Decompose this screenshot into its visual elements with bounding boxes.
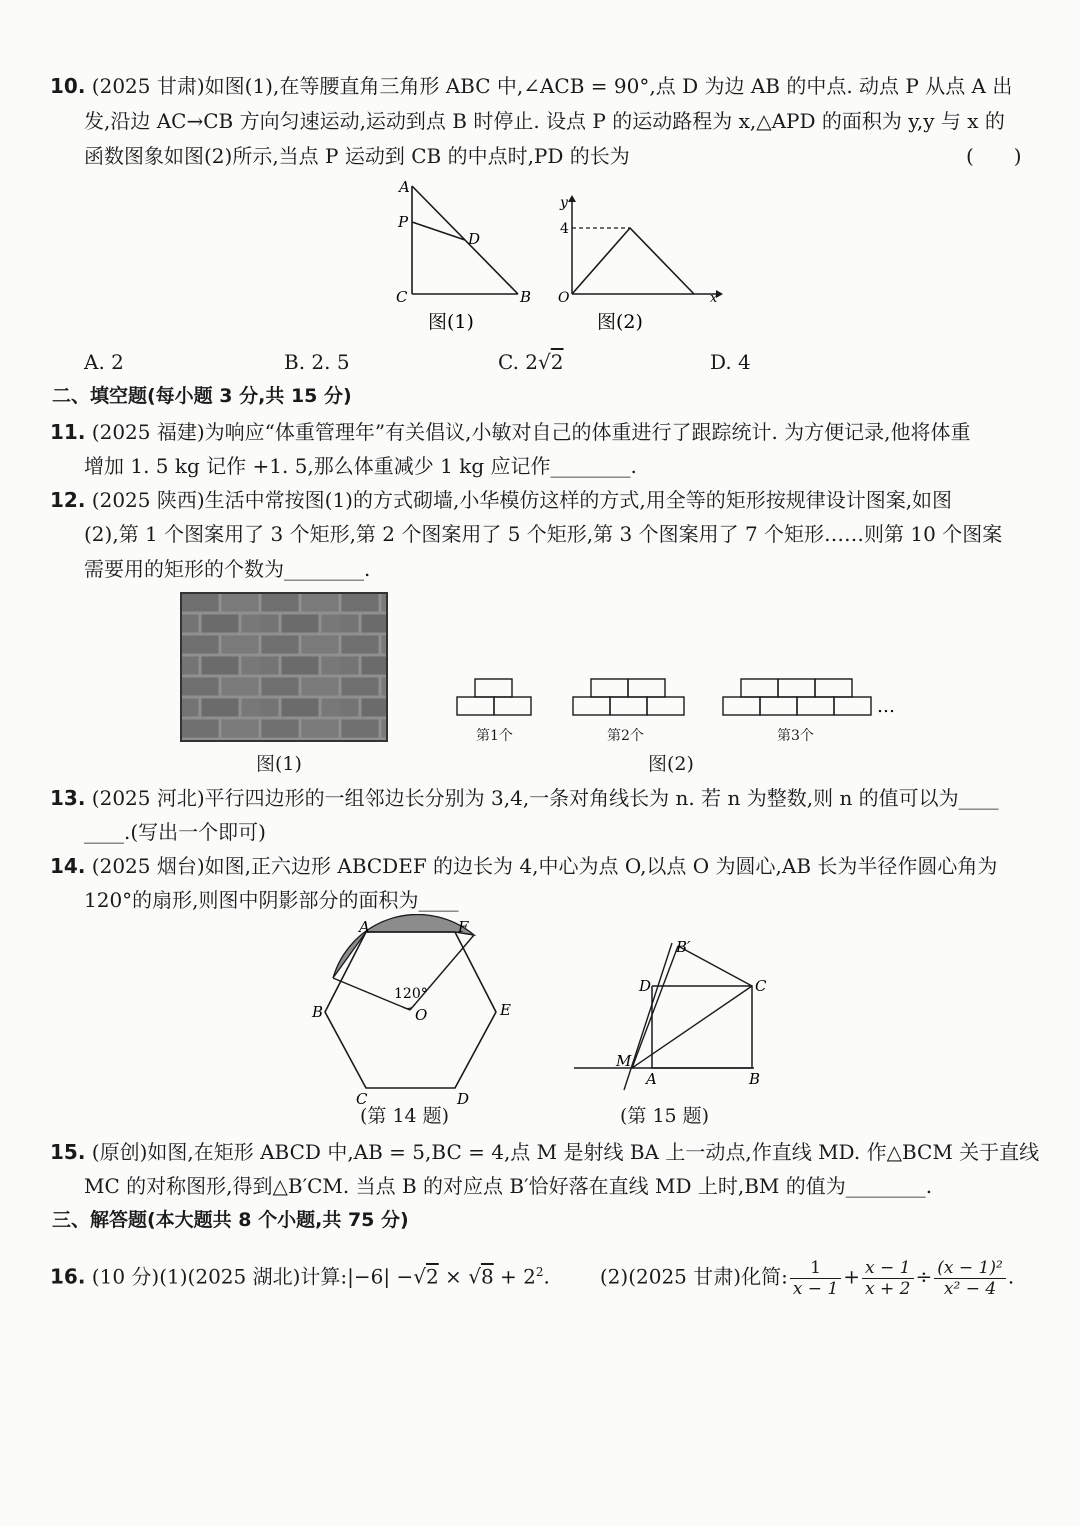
q16-plus-power: + 2	[493, 1264, 536, 1289]
fig1-label-c: C	[396, 288, 408, 306]
q10-option-d: D. 4	[710, 350, 751, 374]
fig2-y-arrow-icon	[568, 195, 576, 202]
fig2-function-graph	[572, 228, 694, 294]
q13-line1	[50, 784, 999, 812]
q16-op-divide: ÷	[915, 1264, 933, 1289]
q10-option-b: B. 2. 5	[284, 350, 350, 374]
q12-fig2-caption: 图(2)	[648, 753, 694, 775]
q12-text-1: (2025 陕西)生活中常按图(1)的方式砌墙,小华模仿这样的方式,用全等的矩形按规律设计图案,如图	[91, 488, 953, 512]
fig2-label-o: O	[558, 290, 570, 306]
q11-line1	[50, 418, 971, 446]
q10-option-c-sqrt-icon: √	[538, 350, 551, 374]
q15-label-m: M	[616, 1052, 632, 1070]
q16-number: 16.	[50, 1264, 86, 1289]
q10-figure1	[390, 178, 540, 338]
q15-label-d: D	[639, 977, 652, 995]
q16-sqrt-icon-2: √	[468, 1264, 481, 1289]
q16-dot: .	[543, 1264, 550, 1289]
q14-label-c: C	[356, 1090, 368, 1108]
fig1-label-a: A	[399, 178, 410, 196]
q10-line1	[50, 72, 1012, 100]
q16-radicand-1: 2	[425, 1264, 439, 1289]
q15-line1	[50, 1138, 1039, 1166]
q12-fig1-caption: 图(1)	[256, 753, 302, 775]
q14-hexagon-figure	[300, 914, 530, 1128]
q16-part2-prefix: (2)(2025 甘肃)化简:	[599, 1264, 788, 1289]
q15-label-b: B	[749, 1070, 761, 1088]
fig1-caption: 图(1)	[428, 311, 474, 333]
q14-label-o: O	[415, 1006, 428, 1024]
q10-line2: 发,沿边 AC→CB 方向匀速运动,运动到点 B 时停止. 设点 P 的运动路程为 x,△APD 的面积为 y,y 与 x 的	[84, 109, 1005, 133]
q13-line2: ____.(写出一个即可)	[84, 820, 266, 844]
q13-text-1: (2025 河北)平行四边形的一组邻边长分别为 3,4,一条对角线长为 n. 若 n 为整数,则 n 的值可以为____	[91, 786, 999, 810]
q15-caption: (第 15 题)	[620, 1105, 710, 1127]
q16-fraction-1	[790, 1258, 841, 1299]
q15-number: 15.	[50, 1140, 86, 1164]
q15-line2: MC 的对称图形,得到△B′CM. 当点 B 的对应点 B′恰好落在直线 MD 上时,BM 的值为________.	[84, 1174, 933, 1198]
q15-rectangle-abcd	[652, 986, 752, 1068]
q16-f1-den: x − 1	[792, 1278, 839, 1299]
q16-f2-num: x − 1	[862, 1258, 913, 1279]
q14-caption: (第 14 题)	[360, 1105, 450, 1127]
fig2-label-y: y	[560, 195, 568, 211]
q14-label-e: E	[500, 1001, 511, 1019]
q11-line2: 增加 1. 5 kg 记作 +1. 5,那么体重减少 1 kg 应记作________.	[84, 454, 637, 478]
q15-rectangle-figure	[572, 938, 782, 1108]
q15-label-c: C	[755, 977, 767, 995]
q10-figure2	[552, 194, 732, 338]
q10-answer-bracket: ( )	[966, 144, 1022, 168]
q14-line2: 120°的扇形,则图中阴影部分的面积为____	[84, 888, 459, 912]
q14-label-f: F	[458, 918, 469, 936]
q10-text-1: (2025 甘肃)如图(1),在等腰直角三角形 ABC 中,∠ACB = 90°,点 D 为边 AB 的中点. 动点 P 从点 A 出	[91, 74, 1013, 98]
q14-shaded-region	[333, 914, 474, 978]
q16-f1-num: 1	[790, 1258, 841, 1279]
q12-line3: 需要用的矩形的个数为________.	[84, 557, 371, 581]
q16-line	[50, 1252, 1014, 1299]
q16-op-plus: +	[843, 1264, 861, 1289]
q11-text-1: (2025 福建)为响应“体重管理年”有关倡议,小敏对自己的体重进行了跟踪统计. 为方便记录,他将体重	[91, 420, 971, 444]
q15-label-a: A	[646, 1070, 657, 1088]
q15-text-1: (原创)如图,在矩形 ABCD 中,AB = 5,BC = 4,点 M 是射线 BA 上一动点,作直线 MD. 作△BCM 关于直线	[91, 1140, 1040, 1164]
fig2-label-x: x	[710, 291, 718, 306]
q10-option-a: A. 2	[84, 350, 124, 374]
q16-f3-den: x² − 4	[943, 1278, 997, 1299]
q16-sqrt-icon-1: √	[413, 1264, 426, 1289]
q16-fraction-2	[862, 1258, 913, 1299]
q15-segment-mc	[632, 986, 752, 1068]
fig1-label-p: P	[398, 213, 409, 231]
q12-line2: (2),第 1 个图案用了 3 个矩形,第 2 个图案用了 5 个矩形,第 3 个图案用了 7 个矩形……则第 10 个图案	[84, 522, 1003, 546]
q16-end: .	[1007, 1264, 1015, 1289]
fig2-label-4: 4	[560, 221, 569, 237]
q10-option-c-prefix: C. 2	[498, 350, 539, 374]
q16-part1-prefix: (10 分)(1)(2025 湖北)计算:|−6| −	[91, 1264, 414, 1289]
q10-line3: 函数图象如图(2)所示,当点 P 运动到 CB 的中点时,PD 的长为	[84, 144, 630, 168]
q14-label-b: B	[312, 1003, 324, 1021]
q16-f3-num: (x − 1)²	[934, 1258, 1006, 1279]
q16-exponent: 2	[535, 1265, 544, 1279]
q14-text-1: (2025 烟台)如图,正六边形 ABCDEF 的边长为 4,中心为点 O,以点 O 为圆心,AB 长为半径作圆心角为	[91, 854, 998, 878]
q12-pattern-label-1: 第1个	[476, 728, 513, 744]
q13-number: 13.	[50, 786, 86, 810]
q12-patterns-figure	[455, 672, 905, 722]
q16-f2-den: x + 2	[865, 1278, 911, 1299]
q15-label-bprime: B′	[676, 938, 691, 956]
fig1-label-b: B	[520, 288, 532, 306]
q14-label-d: D	[457, 1090, 470, 1108]
q16-times: ×	[438, 1264, 469, 1289]
q12-brick-wall-figure	[180, 592, 390, 744]
q10-option-c	[498, 348, 564, 376]
q16-radicand-2: 8	[480, 1264, 494, 1289]
q11-number: 11.	[50, 420, 86, 444]
q12-ellipsis: …	[877, 696, 895, 717]
q12-pattern-label-2: 第2个	[607, 728, 644, 744]
fig1-label-d: D	[468, 230, 481, 248]
section3-title: 三、解答题(本大题共 8 个小题,共 75 分)	[52, 1209, 409, 1231]
q10-option-c-radicand: 2	[550, 350, 564, 374]
q14-number: 14.	[50, 854, 86, 878]
fig2-caption: 图(2)	[597, 311, 643, 333]
q16-fraction-3	[934, 1258, 1006, 1299]
q12-number: 12.	[50, 488, 86, 512]
q14-label-angle: 120°	[394, 986, 428, 1002]
q10-number: 10.	[50, 74, 86, 98]
q15-segment-bpm	[632, 946, 678, 1068]
q12-line1	[50, 486, 952, 514]
section2-title: 二、填空题(每小题 3 分,共 15 分)	[52, 385, 352, 407]
q14-label-a: A	[359, 918, 370, 936]
q14-line1	[50, 852, 997, 880]
q12-pattern-label-3: 第3个	[777, 728, 814, 744]
